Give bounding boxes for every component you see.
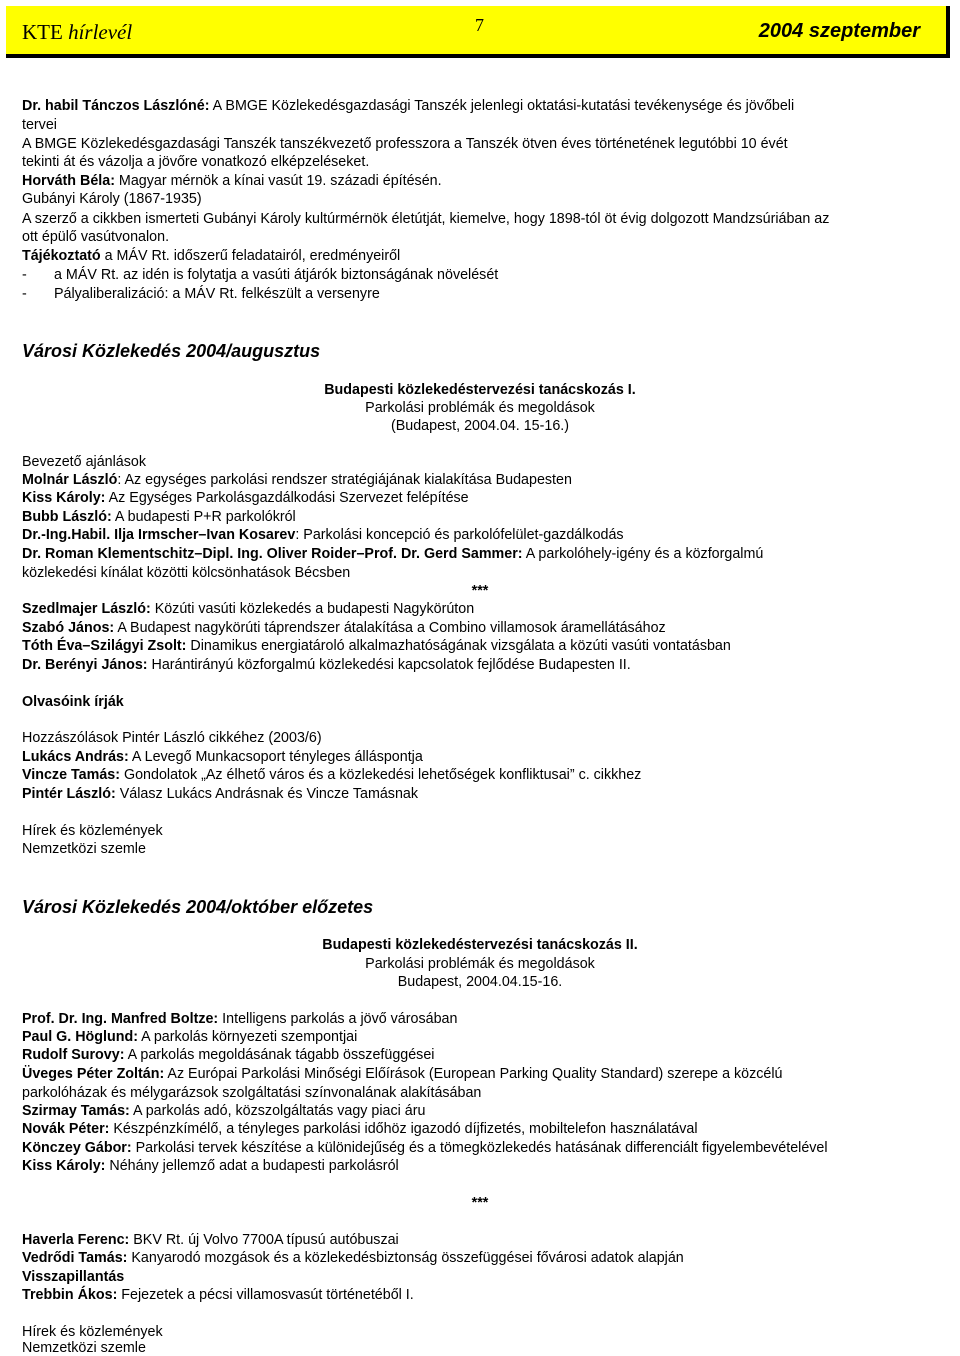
list-item: Szabó János: A Budapest nagykörúti táprendszer átalakítása a Combino villamosok áramellátásához [22,620,666,636]
article-line: A BMGE Közlekedésgazdasági Tanszék tanszékvezető professzora a Tanszék ötven éves történetének legutóbbi 10 évét [22,136,788,152]
subsection-title: Nemzetközi szemle [22,841,146,857]
section-title: Városi Közlekedés 2004/október előzetes [22,897,374,917]
page-number: 7 [475,15,484,35]
article-line: Tájékoztató a MÁV Rt. időszerű feladatairól, eredményeiről [22,248,401,264]
list-item: Vincze Tamás: Gondolatok „Az élhető város és a közlekedési lehetőségek konfliktusai” c. cikkhez [22,767,642,783]
list-item: Vedrődi Tamás: Kanyarodó mozgások és a közlekedésbiztonság összefüggései fővárosi adatok alapján [22,1250,684,1266]
article-line: Dr. habil Tánczos Lászlóné: A BMGE Közlekedésgazdasági Tanszék jelenlegi oktatási-kutatási tevékenysége és jövőbeli [22,98,795,114]
list-item: Bubb László: A budapesti P+R parkolókról [22,509,296,525]
list-item: parkolóházak és mélygarázsok szolgáltatási színvonalának alakításában [22,1085,482,1101]
subsection-title: Hírek és közlemények [22,1324,163,1340]
list-item: Pintér László: Válasz Lukács Andrásnak és Vincze Tamásnak [22,786,419,802]
conference-title: Budapesti közlekedéstervezési tanácskozás I. [324,382,636,398]
conference-date: (Budapest, 2004.04. 15-16.) [390,418,570,434]
conference-date: Budapest, 2004.04.15-16. [397,974,563,990]
list-item: Kiss Károly: Néhány jellemző adat a budapesti parkolásról [22,1158,399,1174]
separator-stars: *** [471,583,489,599]
subsection-title: Hírek és közlemények [22,823,163,839]
list-item: Novák Péter: Készpénzkímélő, a tényleges parkolási időhöz igazodó díjfizetés, mobiltelefon használatával [22,1121,698,1137]
list-item: Üveges Péter Zoltán: Az Európai Parkolási Minőségi Előírások (European Parking Quality Standard) szerepe a közcélú [22,1066,783,1082]
article-line: Gubányi Károly (1867-1935) [22,191,202,207]
article-line: tervei [22,117,57,133]
list-item: Dr. Roman Klementschitz–Dipl. Ing. Oliver Roider–Prof. Dr. Gerd Sammer: A parkolóhely-igény és a közforgalmú [22,546,764,562]
list-item: Paul G. Höglund: A parkolás környezeti szempontjai [22,1029,358,1045]
article-line: A szerző a cikkben ismerteti Gubányi Károly kultúrmérnök életútját, kiemelve, hogy 1898-tól öt évig dolgozott Mandzsúriában az [22,211,830,227]
issue-date: 2004 szeptember [758,20,920,42]
list-item: Rudolf Surovy: A parkolás megoldásának tágabb összefüggései [22,1047,435,1063]
list-item: Prof. Dr. Ing. Manfred Boltze: Intelligens parkolás a jövő városában [22,1011,458,1027]
article-line: Horváth Béla: Magyar mérnök a kínai vasút 19. századi építésén. [22,173,442,189]
list-item: Lukács András: A Levegő Munkacsoport tényleges álláspontja [22,749,423,765]
conference-title: Budapesti közlekedéstervezési tanácskozás II. [322,937,638,953]
header-bar [6,6,950,58]
article-line: tekinti át és vázolja a jövőre vonatkozó elképzeléseket. [22,154,370,170]
newsletter-title: KTE hírlevél [22,20,133,44]
list-item: Molnár László: Az egységes parkolási rendszer stratégiájának kialakítása Budapesten [22,472,572,488]
subsection-title: Olvasóink írják [22,694,124,710]
list-item: Dr.-Ing.Habil. Ilja Irmscher–Ivan Kosarev: Parkolási koncepció és parkolófelület-gazdálkodás [22,527,624,543]
conference-subtitle: Parkolási problémák és megoldások [365,400,595,416]
article-line: ott épülő vasútvonalon. [22,229,170,245]
subsection-title: Bevezető ajánlások [22,454,146,470]
list-item: - a MÁV Rt. az idén is folytatja a vasúti átjárók biztonságának növelését [22,267,499,283]
conference-subtitle: Parkolási problémák és megoldások [365,956,595,972]
list-item: Könczey Gábor: Parkolási tervek készítése a különidejűség és a tömegközlekedés hatásának differenciált figyelembevételével [22,1140,828,1156]
list-item: Szirmay Tamás: A parkolás adó, közszolgáltatás vagy piaci áru [22,1103,426,1119]
list-item: Kiss Károly: Az Egységes Parkolásgazdálkodási Szervezet felépítése [22,490,469,506]
subsection-title: Visszapillantás [22,1269,125,1285]
subsection-title: Nemzetközi szemle [22,1340,146,1356]
list-item: Trebbin Ákos: Fejezetek a pécsi villamosvasút történetéből I. [22,1287,414,1303]
list-item: Tóth Éva–Szilágyi Zsolt: Dinamikus energiatároló alkalmazhatóságának vizsgálata a közúti vasúti vontatásban [22,638,731,654]
list-item: Szedlmajer László: Közúti vasúti közlekedés a budapesti Nagykörúton [22,601,475,617]
list-item: Hozzászólások Pintér László cikkéhez (2003/6) [22,730,322,746]
list-item: Dr. Berényi János: Harántirányú közforgalmú közlekedési kapcsolatok fejlődése Budapesten II. [22,657,631,673]
list-item: - Pályaliberalizáció: a MÁV Rt. felkészült a versenyre [22,286,380,302]
list-item: Haverla Ferenc: BKV Rt. új Volvo 7700A típusú autóbuszai [22,1232,399,1248]
section-title: Városi Közlekedés 2004/augusztus [22,341,321,361]
list-item: közlekedési kínálat közötti kölcsönhatások Bécsben [22,565,351,581]
separator-stars: *** [471,1195,489,1211]
